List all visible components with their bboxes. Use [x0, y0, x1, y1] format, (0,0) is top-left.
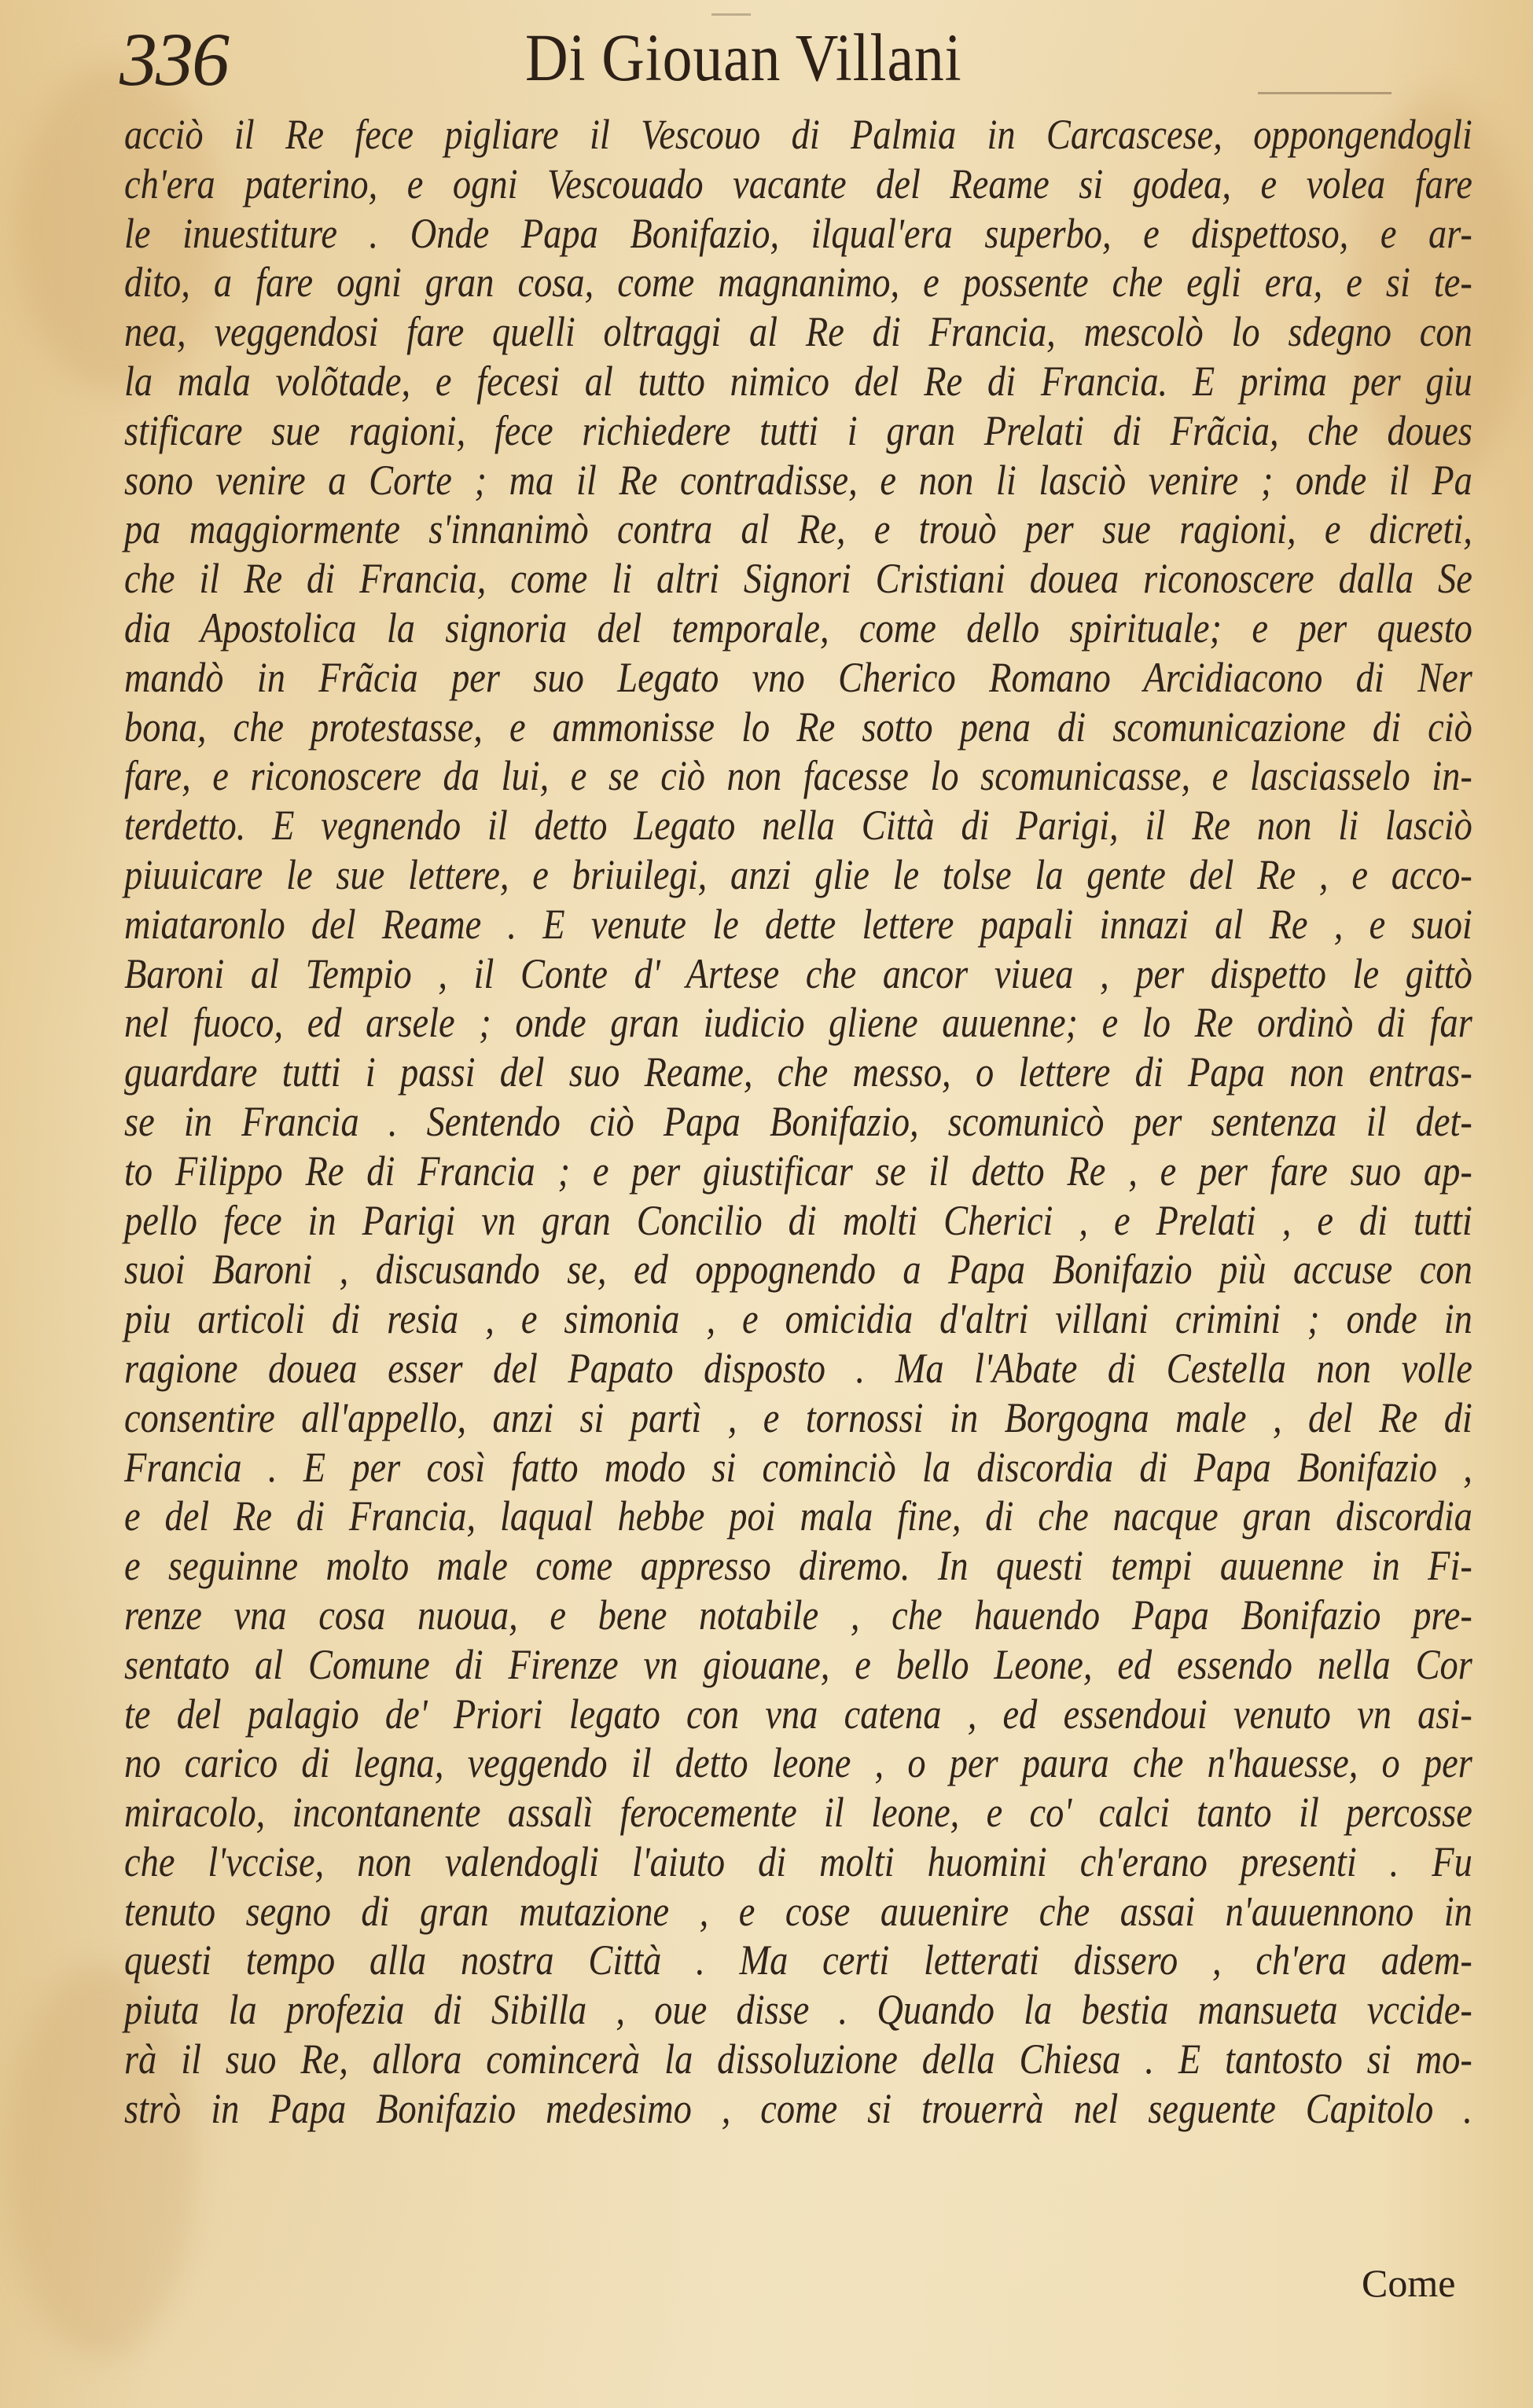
text-line: acciò il Re fece pigliare il Vescouo di Palmia in Carcascese, oppongendogli — [124, 111, 1472, 158]
text-line: la mala volõtade, e fecesi al tutto nimico del Re di Francia. E prima per giu — [124, 357, 1472, 405]
text-line: nea, veggendosi fare quelli oltraggi al Re di Francia, mescolò lo sdegno con — [124, 308, 1472, 356]
text-line: piu articoli di resia , e simonia , e omicidia d'altri villani crimini ; onde in — [124, 1295, 1472, 1343]
text-line: dia Apostolica la signoria del temporale, come dello spirituale; e per questo — [124, 604, 1472, 652]
text-line: strò in Papa Bonifazio medesimo , come si trouerrà nel seguente Capitolo . — [124, 2084, 1472, 2132]
header-ornament-rule — [1258, 92, 1391, 94]
text-line: stificare sue ragioni, fece richiedere tutti i gran Prelati di Frãcia, che doues — [124, 406, 1472, 454]
text-line: che l'vccise, non valendogli l'aiuto di molti huomini ch'erano presenti . Fu — [124, 1837, 1472, 1885]
text-line: se in Francia . Sentendo ciò Papa Bonifazio, scomunicò per sentenza il det- — [124, 1097, 1472, 1145]
text-line: piuta la profezia di Sibilla , oue disse . Quando la bestia mansueta vccide- — [124, 1986, 1472, 2034]
text-line: sentato al Comune di Firenze vn giouane, e bello Leone, ed essendo nella Cor — [124, 1640, 1472, 1688]
text-line: no carico di legna, veggendo il detto leone , o per paura che n'hauesse, o per — [124, 1739, 1472, 1787]
text-line: piuuicare le sue lettere, e briuilegi, anzi glie le tolse la gente del Re , e acco- — [124, 850, 1472, 898]
text-line: e seguinne molto male come appresso diremo. In questi tempi auuenne in Fi- — [124, 1542, 1472, 1590]
text-line: le inuestiture . Onde Papa Bonifazio, ilqual'era superbo, e dispettoso, e ar- — [124, 209, 1472, 257]
text-line: pello fece in Parigi vn gran Concilio di molti Cherici , e Prelati , e di tutti — [124, 1196, 1472, 1244]
text-line: Francia . E per così fatto modo si cominciò la discordia di Papa Bonifazio , — [124, 1443, 1472, 1491]
text-line: e del Re di Francia, laqual hebbe poi mala fine, di che nacque gran discordia — [124, 1492, 1472, 1540]
header-ornament-rule — [711, 13, 751, 16]
text-line: pa maggiormente s'innanimò contra al Re, e trouò per sue ragioni, e dicreti, — [124, 505, 1472, 553]
body-text — [124, 110, 1472, 2134]
text-line: che il Re di Francia, come li altri Signori Cristiani douea riconoscere dalla Se — [124, 555, 1472, 603]
text-line: ch'era paterino, e ogni Vescouado vacante del Reame si godea, e volea fare — [124, 160, 1472, 207]
text-line: te del palagio de' Priori legato con vna catena , ed essendoui venuto vn asi- — [124, 1690, 1472, 1738]
text-line: mandò in Frãcia per suo Legato vno Cherico Romano Arcidiacono di Ner — [124, 653, 1472, 701]
page-number: 336 — [119, 17, 228, 101]
text-line: ragione douea esser del Papato disposto . Ma l'Abate di Cestella non volle — [124, 1344, 1472, 1392]
text-line: dito, a fare ogni gran cosa, come magnanimo, e possente che egli era, e si te- — [124, 259, 1472, 307]
text-line: tenuto segno di gran mutazione , e cose auuenire che assai n'auuennono in — [124, 1887, 1472, 1935]
text-line: suoi Baroni , discusando se, ed oppognendo a Papa Bonifazio più accuse con — [124, 1246, 1472, 1294]
text-line: consentire all'appello, anzi si partì , e tornossi in Borgogna male , del Re di — [124, 1393, 1472, 1441]
text-line: nel fuoco, ed arsele ; onde gran iudicio gliene auuenne; e lo Re ordinò di far — [124, 999, 1472, 1047]
catchword: Come — [1362, 2261, 1456, 2305]
text-line: miracolo, incontanente assalì ferocemente il leone, e co' calci tanto il percosse — [124, 1789, 1472, 1837]
text-line: Baroni al Tempio , il Conte d' Artese che ancor viuea , per dispetto le gittò — [124, 949, 1472, 997]
text-line: bona, che protestasse, e ammonisse lo Re sotto pena di scomunicazione di ciò — [124, 703, 1472, 751]
running-head: Di Giouan Villani — [525, 20, 962, 95]
text-line: miataronlo del Reame . E venute le dette lettere papali innazi al Re , e suoi — [124, 900, 1472, 948]
text-line: fare, e riconoscere da lui, e se ciò non facesse lo scomunicasse, e lasciasselo in- — [124, 752, 1472, 800]
text-line: sono venire a Corte ; ma il Re contradisse, e non li lasciò venire ; onde il Pa — [124, 456, 1472, 504]
text-line: questi tempo alla nostra Città . Ma certi letterati dissero , ch'era adem- — [124, 1936, 1472, 1984]
text-line: terdetto. E vegnendo il detto Legato nella Città di Parigi, il Re non li lasciò — [124, 802, 1472, 850]
text-line: rà il suo Re, allora comincerà la dissoluzione della Chiesa . E tantosto si mo- — [124, 2035, 1472, 2083]
text-line: to Filippo Re di Francia ; e per giustificar se il detto Re , e per fare suo ap- — [124, 1147, 1472, 1195]
text-line: guardare tutti i passi del suo Reame, che messo, o lettere di Papa non entras- — [124, 1048, 1472, 1096]
text-line: renze vna cosa nuoua, e bene notabile , che hauendo Papa Bonifazio pre- — [124, 1591, 1472, 1639]
